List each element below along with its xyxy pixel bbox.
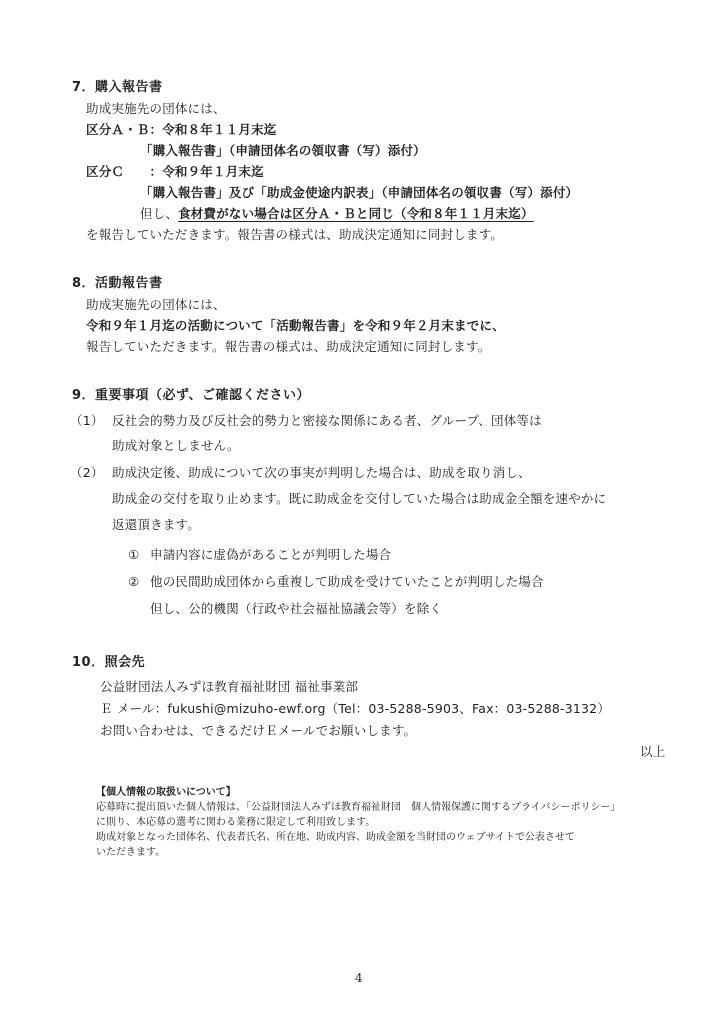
section-7-title: 7．購入報告書	[72, 80, 163, 95]
section-7-c-note-prefix: 但し、	[140, 206, 179, 221]
contact-request: お問い合わせは、できるだけＥメールでお願いします。	[100, 723, 417, 738]
section-7-c-deadline: 区分Ｃ ：令和９年１月末迄	[86, 164, 264, 179]
section-8-intro: 助成実施先の団体には、	[86, 297, 226, 312]
privacy-title: 【個人情報の取扱いについて】	[96, 787, 236, 798]
section-10-title: 10．照会先	[72, 655, 146, 670]
contact-org: 公益財団法人みずほ教育福祉財団 福祉事業部	[100, 679, 359, 694]
section-7-intro: 助成実施先の団体には、	[86, 101, 226, 116]
section-7-ab-docs: 「購入報告書」（申請団体名の領収書（写）添付）	[140, 143, 426, 158]
sub-item-1-text: 申請内容に虚偽があることが判明した場合	[150, 547, 392, 562]
sub-item-2-marker: ②	[128, 574, 140, 589]
section-7-closing: を報告していただきます。報告書の様式は、助成決定通知に同封します。	[86, 227, 504, 242]
item-2-line2: 助成金の交付を取り止めます。既に助成金を交付していた場合は助成金全額を速やかに	[112, 491, 607, 506]
sub-item-2-text: 他の民間助成団体から重複して助成を受けていたことが判明した場合	[150, 574, 544, 589]
item-2-line1: 助成決定後、助成について次の事実が判明した場合は、助成を取り消し、	[112, 465, 531, 480]
section-8-line3: 報告していただきます。報告書の様式は、助成決定通知に同封します。	[86, 339, 491, 354]
section-7-c-note	[140, 206, 534, 222]
privacy-line1: 応募時に提出頂いた個人情報は、「公益財団法人みずほ教育福祉財団 個人情報保護に関するプライバシーポリシー」	[96, 802, 621, 813]
item-1-line1: 反社会的勢力及び反社会的勢力と密接な関係にある者、グループ、団体等は	[112, 413, 542, 428]
sub-item-1-marker: ①	[128, 547, 140, 562]
privacy-line2: に則り、本応募の選考に関わる業務に限定して利用致します。	[96, 817, 376, 828]
section-8-line2: 令和９年１月迄の活動について「活動報告書」を令和９年２月末までに、	[86, 318, 505, 333]
privacy-line4: いただきます。	[96, 847, 166, 858]
privacy-line3: 助成対象となった団体名、代表者氏名、所在地、助成内容、助成金額を当財団のウェブサイトで公表させて	[96, 832, 575, 843]
section-9-title: 9．重要事項（必ず、ご確認ください）	[72, 388, 311, 403]
item-2-marker: （2）	[70, 465, 104, 480]
page-number: 4	[355, 971, 363, 985]
end-mark: 以上	[640, 744, 666, 759]
item-2-line3: 返還頂きます。	[112, 517, 200, 532]
item-1-line2: 助成対象としません。	[112, 438, 240, 453]
section-8-title: 8．活動報告書	[72, 276, 163, 291]
item-1-marker: （1）	[70, 413, 104, 428]
section-7-c-note-underlined: 食材費がない場合は区分Ａ・Ｂと同じ（令和８年１１月末迄）	[178, 206, 534, 221]
contact-email-phone: Ｅ メール：fukushi@mizuho-ewf.org（Tel：03-5288-5903、Fax：03-5288-3132）	[100, 701, 611, 716]
section-7-ab-deadline: 区分Ａ・Ｂ：令和８年１１月末迄	[86, 122, 277, 137]
sub-item-2-note: 但し、公的機関（行政や社会福祉協議会等）を除く	[150, 601, 443, 616]
section-7-c-docs: 「購入報告書」及び「助成金使途内訳表」（申請団体名の領収書（写）添付）	[140, 185, 579, 200]
